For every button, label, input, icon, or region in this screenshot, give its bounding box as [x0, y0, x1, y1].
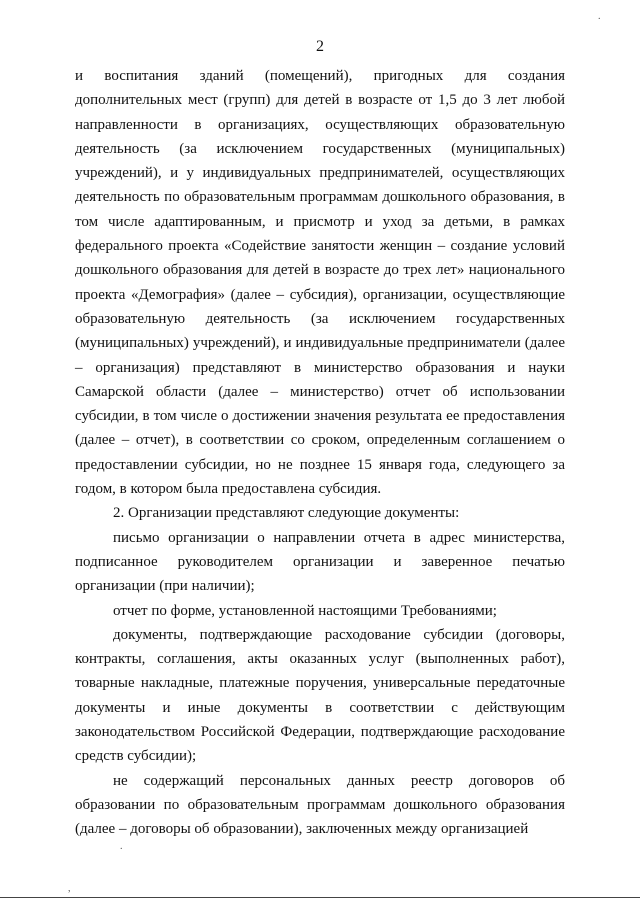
- paragraph-contract-registry: не содержащий персональных данных реестр договоров об образовании по образовательным программам дошкольного образования (далее – договоры об образовании), заключенных между организацией: [75, 772, 565, 838]
- document-body: [75, 64, 565, 842]
- paragraph-expense-documents: документы, подтверждающие расходование субсидии (договоры, контракты, соглашения, акты оказанных услуг (выполненных работ), товарные накладные, платежные поручения, универсальные передаточные документы и иные документы в соответствии с действующим законодательством Российской Федерации, подтверждающие расходование средств субсидии);: [75, 626, 565, 765]
- scan-speck: ,: [68, 883, 71, 894]
- paragraph-documents-heading: 2. Организации представляют следующие документы:: [113, 505, 460, 522]
- paragraph-report-requirements: и воспитания зданий (помещений), пригодных для создания дополнительных мест (групп) для детей в возрасте от 1,5 до 3 лет любой направленности в организациях, осуществляющих образовательную деятельность (за исключением государственных (муниципальных) учреждений), и у индивидуальных предпринимателей, осуществляющих деятельность по образовательным программам дошкольного образования, в том числе адаптированным, и присмотр и уход за детьми, в рамках федерального проекта «Содействие занятости женщин – создание условий дошкольного образования для детей в возрасте до трех лет» национального проекта «Демография» (далее – субсидия), организации, осуществляющие образовательную деятельность (за исключением государственных (муниципальных) учреждений), и индивидуальные предприниматели (далее – организация) представляют в министерство образования и науки Самарской области (далее – министерство) отчет об использовании субсидии, в том числе о достижении значения результата ее предоставления (далее – отчет), в соответствии со сроком, определенным соглашением о предоставлении субсидии, но не позднее 15 января года, следующего за годом, в котором была предоставлена субсидия.: [75, 68, 565, 498]
- paragraph-report-form: отчет по форме, установленной настоящими Требованиями;: [113, 602, 497, 619]
- paragraph-letter: письмо организации о направлении отчета в адрес министерства, подписанное руководителем организации и заверенное печатью организации (при наличии);: [75, 529, 565, 595]
- page-number: 2: [316, 38, 324, 55]
- scan-speck: .: [120, 841, 123, 852]
- page-edge-line: [0, 897, 640, 898]
- scan-speck: .: [598, 11, 601, 22]
